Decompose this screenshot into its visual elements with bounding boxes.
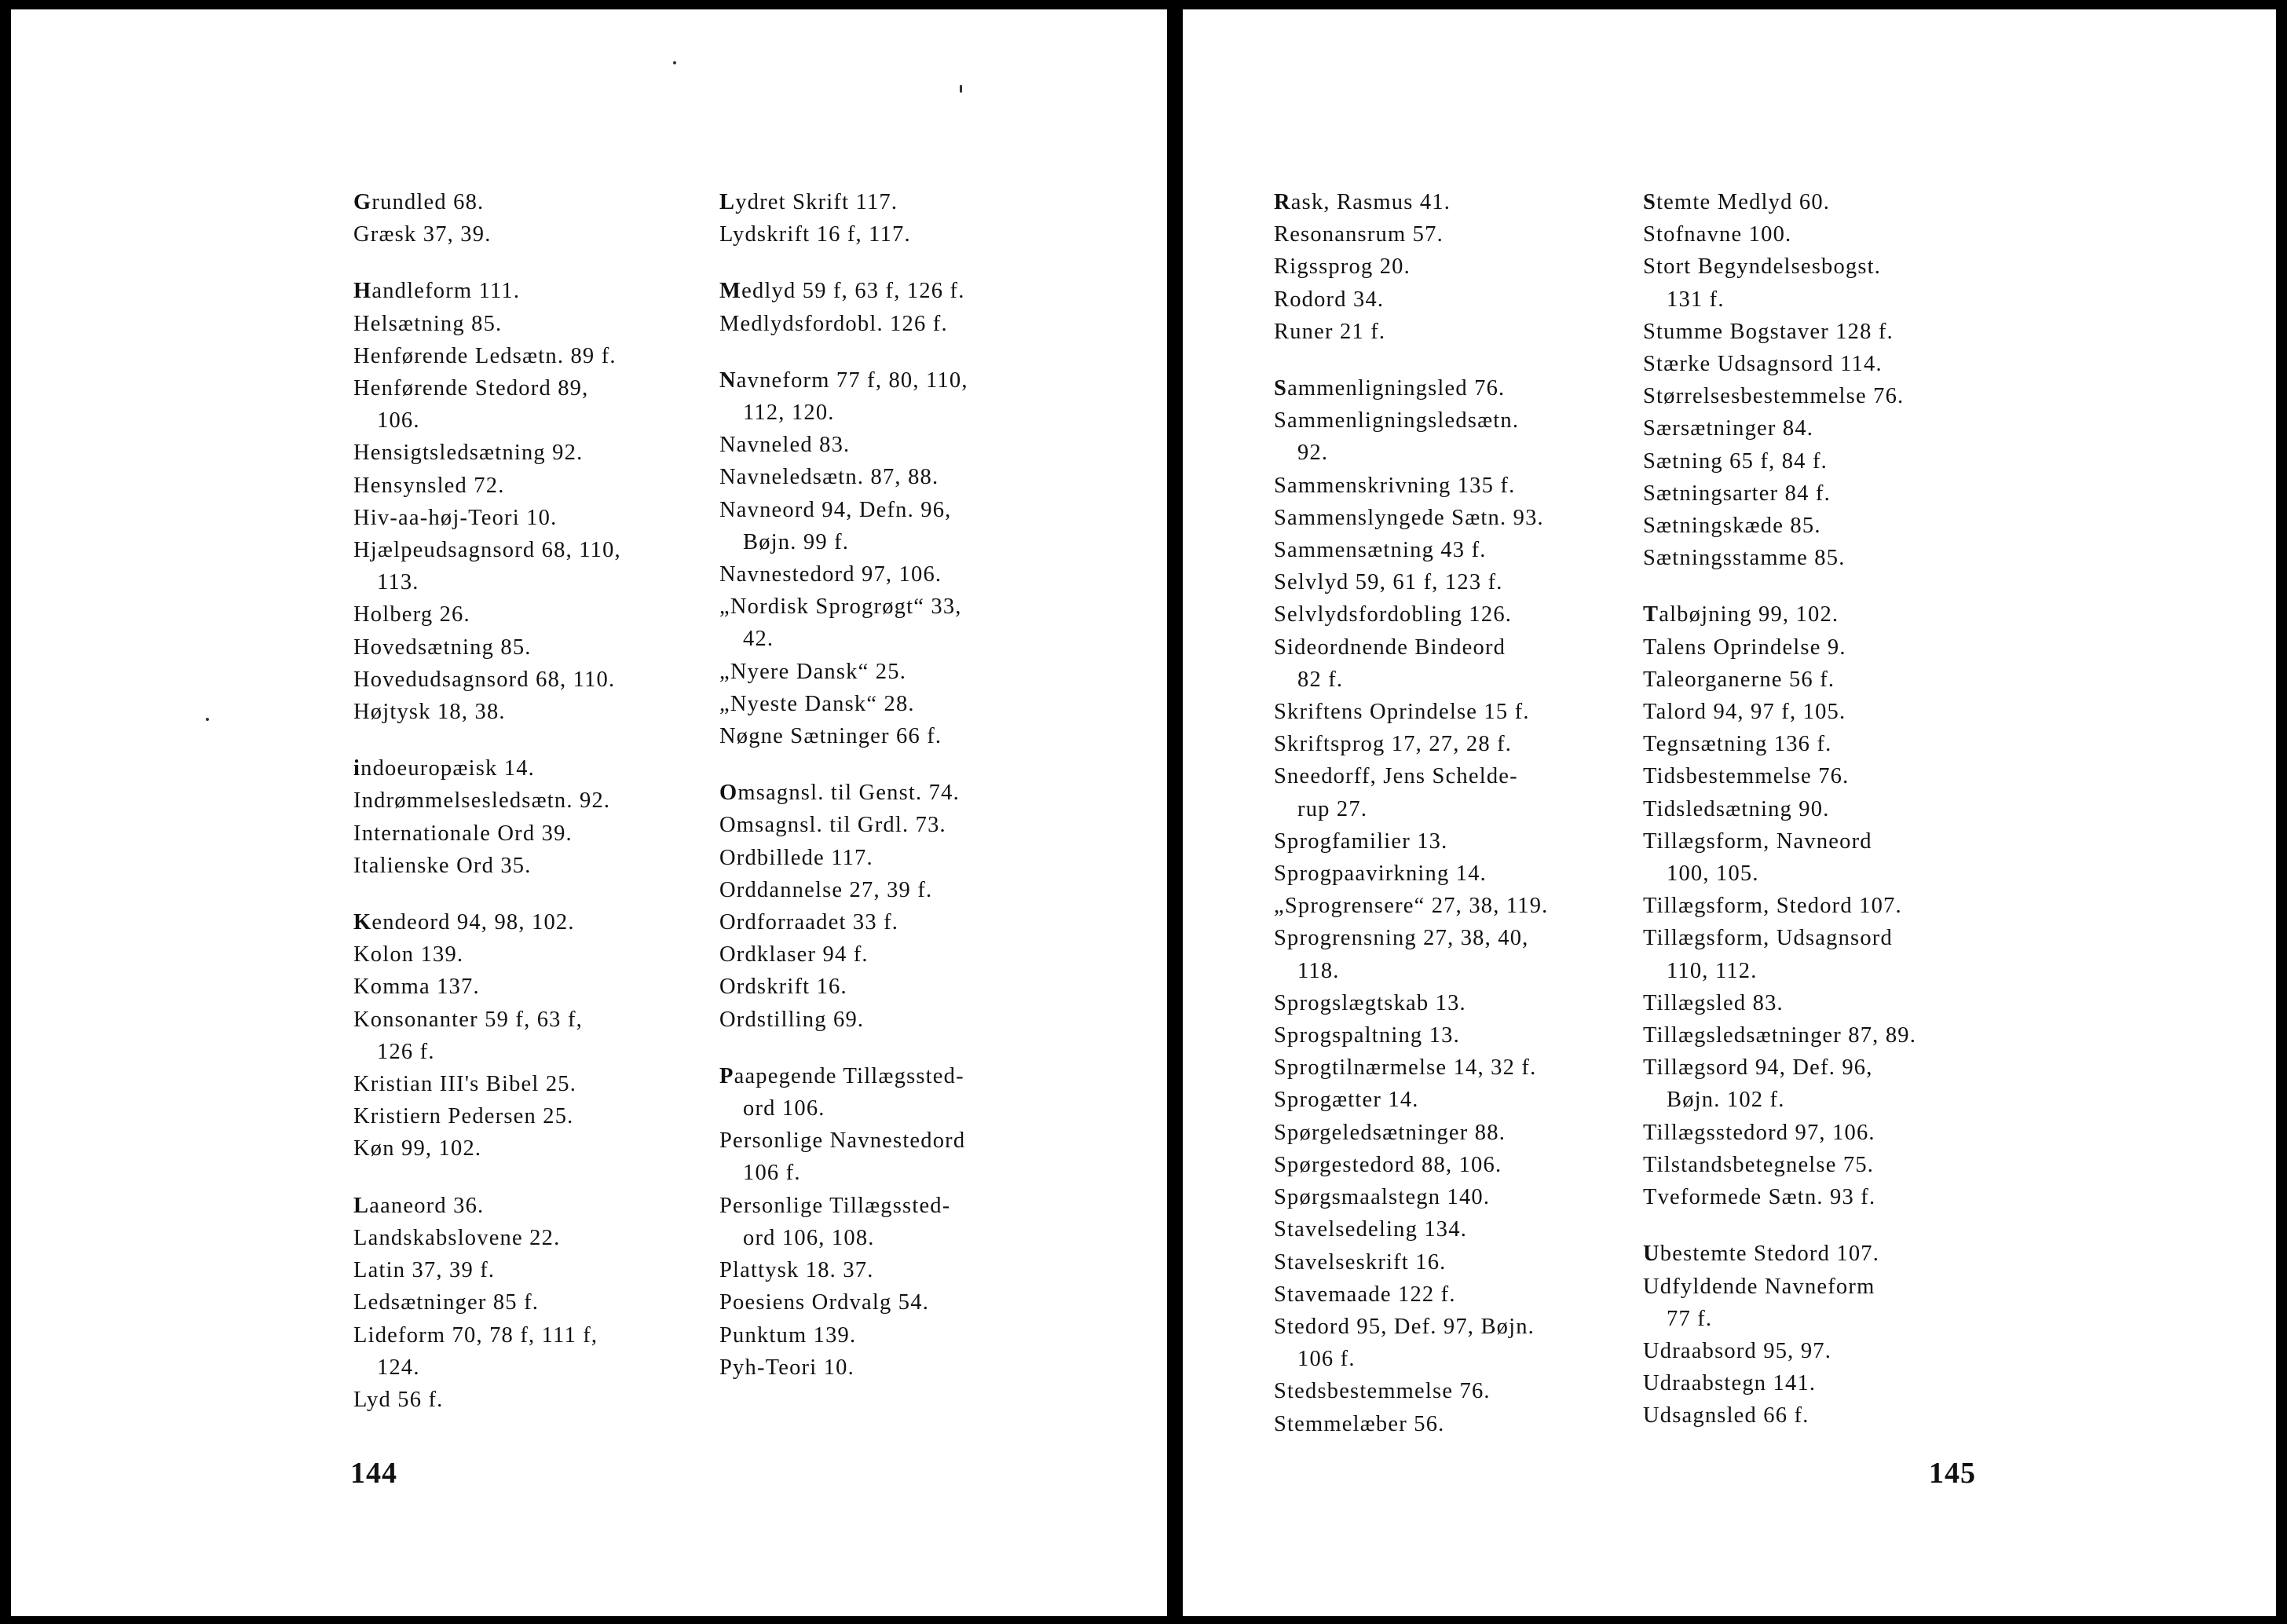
index-entry: Stedord 95, Def. 97, Bøjn. — [1274, 1314, 1535, 1339]
index-entry: Omsagnsl. til Grdl. 73. — [719, 813, 946, 838]
entry-text: endeord 94, 98, 102. — [371, 910, 575, 935]
index-entry-continuation: 110, 112. — [1667, 958, 1758, 983]
index-entry: Plattysk 18. 37. — [719, 1258, 874, 1283]
index-entry: Italienske Ord 35. — [353, 853, 532, 878]
entry-text: albøjning 99, 102. — [1659, 602, 1839, 627]
index-entry: Ordbillede 117. — [719, 845, 873, 870]
entry-text: edlyd 59 f, 63 f, 126 f. — [741, 279, 965, 304]
index-entry: Orddannelse 27, 39 f. — [719, 877, 933, 902]
index-entry: Stavelsedeling 134. — [1274, 1217, 1468, 1242]
index-entry: Rigssprog 20. — [1274, 254, 1411, 280]
index-entry: Helsætning 85. — [353, 311, 503, 336]
initial-letter: P — [719, 1063, 734, 1088]
index-column — [1274, 186, 1635, 1440]
index-entry: Kolon 139. — [353, 942, 464, 967]
index-entry: Spørgestedord 88, 106. — [1274, 1152, 1502, 1177]
page-number: 145 — [1929, 1457, 1976, 1490]
index-entry — [353, 275, 699, 307]
index-entry: Ordskrift 16. — [719, 975, 847, 1000]
index-entry: Sneedorff, Jens Schelde- — [1274, 764, 1518, 789]
index-entry: Tveformede Sætn. 93 f. — [1643, 1185, 1876, 1210]
index-entry: Stavelseskrift 16. — [1274, 1249, 1447, 1275]
index-entry: Personlige Navnestedord — [719, 1128, 966, 1154]
index-entry: Kristian III's Bibel 25. — [353, 1072, 577, 1097]
index-entry-continuation: 100, 105. — [1667, 861, 1759, 887]
initial-letter: O — [719, 781, 738, 806]
index-entry: Ledsætninger 85 f. — [353, 1290, 540, 1315]
index-entry: Tilstandsbetegnelse 75. — [1643, 1152, 1875, 1177]
index-entry: Lideform 70, 78 f, 111 f, — [353, 1322, 598, 1348]
index-entry: „Nyere Dansk“ 25. — [719, 659, 907, 684]
index-entry: Sprogpaavirkning 14. — [1274, 861, 1487, 887]
index-entry: Holberg 26. — [353, 602, 470, 627]
index-entry: Stumme Bogstaver 128 f. — [1643, 319, 1894, 344]
index-entry: Stedsbestemmelse 76. — [1274, 1379, 1491, 1404]
index-entry: Nøgne Sætninger 66 f. — [719, 724, 942, 749]
initial-letter: S — [1643, 190, 1657, 214]
index-entry — [353, 752, 699, 785]
index-entry: Sammenskrivning 135 f. — [1274, 473, 1516, 498]
index-entry: Medlydsfordobl. 126 f. — [719, 311, 948, 336]
index-entry — [719, 364, 1065, 397]
index-entry: Pyh-Teori 10. — [719, 1355, 854, 1380]
index-entry: Sprogætter 14. — [1274, 1088, 1419, 1113]
index-entry — [353, 906, 699, 938]
index-entry-continuation: 112, 120. — [743, 401, 835, 426]
index-column — [719, 186, 1065, 1384]
entry-text: bestemte Stedord 107. — [1659, 1242, 1880, 1267]
index-entry-continuation: 124. — [377, 1355, 420, 1380]
entry-text: msagnsl. til Genst. 74. — [737, 781, 960, 806]
index-entry: Sætning 65 f, 84 f. — [1643, 448, 1828, 474]
initial-letter: T — [1643, 602, 1659, 627]
index-entry-continuation: 42. — [743, 627, 774, 652]
index-entry: Landskabslovene 22. — [353, 1225, 561, 1250]
index-entry-continuation: 106 f. — [743, 1161, 801, 1186]
initial-letter: G — [353, 190, 372, 214]
index-entry: Tillægsform, Udsagnsord — [1643, 926, 1893, 951]
index-entry: Ordforraadet 33 f. — [719, 910, 899, 935]
index-entry-continuation: 118. — [1297, 958, 1340, 983]
index-entry-continuation: rup 27. — [1297, 796, 1368, 821]
index-entry: Henførende Stedord 89, — [353, 376, 589, 401]
index-entry: Lyd 56 f. — [353, 1387, 444, 1412]
index-entry: Konsonanter 59 f, 63 f, — [353, 1007, 583, 1032]
index-entry: „Sprogrensere“ 27, 38, 119. — [1274, 894, 1549, 919]
index-entry: Latin 37, 39 f. — [353, 1258, 496, 1283]
index-entry-continuation: 92. — [1297, 441, 1329, 466]
initial-letter: L — [353, 1193, 370, 1218]
index-entry: Komma 137. — [353, 975, 480, 1000]
index-entry: Talord 94, 97 f, 105. — [1643, 700, 1846, 725]
index-entry: Tegnsætning 136 f. — [1643, 732, 1832, 757]
entry-text: temte Medlyd 60. — [1656, 190, 1831, 214]
entry-text: rundled 68. — [371, 190, 485, 214]
index-entry — [353, 1190, 699, 1222]
index-entry: Stærke Udsagnsord 114. — [1643, 352, 1883, 377]
index-entry: Ordstilling 69. — [719, 1007, 865, 1032]
index-entry — [353, 186, 699, 218]
index-entry: Runer 21 f. — [1274, 319, 1386, 344]
initial-letter: S — [1274, 376, 1288, 401]
index-entry-continuation: ord 106. — [743, 1096, 825, 1121]
index-entry: Lydskrift 16 f, 117. — [719, 222, 911, 247]
index-entry: „Nordisk Sprogrøgt“ 33, — [719, 594, 962, 620]
index-column — [353, 186, 699, 1416]
index-entry: Stavemaade 122 f. — [1274, 1282, 1456, 1307]
index-entry: Sprogfamilier 13. — [1274, 828, 1448, 854]
index-entry-continuation: 131 f. — [1667, 287, 1725, 312]
index-entry-continuation: Bøjn. 99 f. — [743, 529, 850, 554]
index-entry: Sprogrensning 27, 38, 40, — [1274, 926, 1529, 951]
initial-letter: R — [1274, 190, 1291, 214]
index-entry — [1643, 598, 2004, 631]
index-entry: Tillægsord 94, Def. 96, — [1643, 1055, 1873, 1081]
index-entry: Ordklaser 94 f. — [719, 942, 869, 967]
index-entry: Hjælpeudsagnsord 68, 110, — [353, 538, 621, 563]
index-entry: Sammenslyngede Sætn. 93. — [1274, 505, 1544, 530]
index-entry: Tillægsled 83. — [1643, 990, 1784, 1015]
index-entry: Hensynsled 72. — [353, 473, 505, 498]
index-entry: Tillægsform, Stedord 107. — [1643, 894, 1902, 919]
index-entry: Navneledsætn. 87, 88. — [719, 465, 939, 490]
index-entry: Stofnavne 100. — [1643, 222, 1792, 247]
index-entry: Tidsbestemmelse 76. — [1643, 764, 1850, 789]
initial-letter: i — [353, 756, 361, 781]
index-column — [1643, 186, 2004, 1432]
entry-text: avneform 77 f, 80, 110, — [736, 368, 968, 393]
index-entry-continuation: 77 f. — [1667, 1306, 1713, 1331]
index-entry: Navneord 94, Defn. 96, — [719, 497, 952, 522]
index-entry: Udfyldende Navneform — [1643, 1274, 1875, 1299]
index-entry-continuation: 106 f. — [1297, 1347, 1356, 1372]
page-number: 144 — [350, 1457, 397, 1490]
index-entry: Spørgsmaalstegn 140. — [1274, 1185, 1491, 1210]
index-entry: Internationale Ord 39. — [353, 821, 573, 846]
index-entry: Højtysk 18, 38. — [353, 700, 506, 725]
index-entry: Navneled 83. — [719, 433, 851, 458]
index-entry: Spørgeledsætninger 88. — [1274, 1120, 1506, 1145]
right-page — [1183, 9, 2276, 1616]
index-entry: Sætningskæde 85. — [1643, 514, 1821, 539]
left-page — [11, 9, 1167, 1616]
index-entry-continuation: Bøjn. 102 f. — [1667, 1088, 1785, 1113]
index-entry: Hiv-aa-høj-Teori 10. — [353, 505, 558, 530]
index-entry — [719, 1060, 1065, 1092]
index-entry: Selvlyd 59, 61 f, 123 f. — [1274, 570, 1503, 595]
index-entry: Sideordnende Bindeord — [1274, 635, 1506, 660]
index-entry-continuation: 106. — [377, 408, 420, 433]
index-entry: Tillægsstedord 97, 106. — [1643, 1120, 1875, 1145]
entry-text: aapegende Tillægssted- — [734, 1063, 964, 1088]
index-entry: Særsætninger 84. — [1643, 416, 1814, 441]
index-entry: Stemmelæber 56. — [1274, 1411, 1445, 1436]
index-entry: Resonansrum 57. — [1274, 222, 1444, 247]
index-entry: Udraabstegn 141. — [1643, 1371, 1817, 1396]
index-entry — [719, 777, 1065, 809]
index-entry: Skriftsprog 17, 27, 28 f. — [1274, 732, 1513, 757]
initial-letter: N — [719, 368, 737, 393]
index-entry: Tillægsledsætninger 87, 89. — [1643, 1023, 1917, 1048]
index-entry-continuation: 113. — [377, 570, 419, 595]
entry-text: ammenligningsled 76. — [1287, 376, 1506, 401]
entry-text: ndoeuropæisk 14. — [360, 756, 535, 781]
index-entry: Udsagnsled 66 f. — [1643, 1403, 1809, 1428]
entry-text: andleform 111. — [371, 279, 521, 304]
index-entry: Sprogspaltning 13. — [1274, 1023, 1460, 1048]
index-entry: Indrømmelsesledsætn. 92. — [353, 788, 611, 814]
index-entry: Talens Oprindelse 9. — [1643, 635, 1846, 660]
index-entry: Navnestedord 97, 106. — [719, 562, 942, 587]
index-entry: Udraabsord 95, 97. — [1643, 1338, 1832, 1363]
index-entry: „Nyeste Dansk“ 28. — [719, 691, 915, 716]
index-entry — [1643, 186, 2004, 218]
index-entry-continuation: 82 f. — [1297, 667, 1344, 692]
index-entry: Størrelsesbestemmelse 76. — [1643, 384, 1905, 409]
index-entry: Hensigtsledsætning 92. — [353, 441, 584, 466]
index-entry: Poesiens Ordvalg 54. — [719, 1290, 930, 1315]
index-entry — [1274, 372, 1635, 404]
index-entry: Skriftens Oprindelse 15 f. — [1274, 700, 1530, 725]
index-entry — [1643, 1238, 2004, 1270]
initial-letter: L — [719, 190, 736, 214]
index-entry: Henførende Ledsætn. 89 f. — [353, 343, 617, 368]
index-entry: Kristiern Pedersen 25. — [353, 1104, 574, 1129]
scan-speck — [206, 718, 209, 721]
initial-letter: U — [1643, 1242, 1660, 1267]
index-entry: Sammensætning 43 f. — [1274, 538, 1487, 563]
scan-speck — [960, 85, 962, 93]
index-entry — [719, 275, 1065, 307]
index-entry: Sætningsstamme 85. — [1643, 546, 1846, 571]
index-entry-continuation: 126 f. — [377, 1039, 435, 1064]
entry-text: aaneord 36. — [369, 1193, 485, 1218]
index-entry: Rodord 34. — [1274, 287, 1385, 312]
index-entry: Sprogslægtskab 13. — [1274, 990, 1466, 1015]
initial-letter: H — [353, 279, 372, 304]
index-entry-continuation: ord 106, 108. — [743, 1225, 875, 1250]
index-entry: Sætningsarter 84 f. — [1643, 481, 1831, 506]
index-entry: Sprogtilnærmelse 14, 32 f. — [1274, 1055, 1537, 1081]
index-entry: Selvlydsfordobling 126. — [1274, 602, 1513, 627]
index-entry: Tillægsform, Navneord — [1643, 828, 1872, 854]
index-entry: Personlige Tillægssted- — [719, 1193, 951, 1218]
index-entry: Sammenligningsledsætn. — [1274, 408, 1520, 433]
index-entry: Taleorganerne 56 f. — [1643, 667, 1835, 692]
index-entry: Tidsledsætning 90. — [1643, 796, 1830, 821]
scan-speck — [673, 61, 676, 64]
initial-letter: M — [719, 279, 742, 304]
index-entry: Græsk 37, 39. — [353, 222, 492, 247]
index-entry: Hovedudsagnsord 68, 110. — [353, 667, 616, 692]
index-entry: Punktum 139. — [719, 1322, 857, 1348]
initial-letter: K — [353, 910, 372, 935]
index-entry — [719, 186, 1065, 218]
index-entry: Køn 99, 102. — [353, 1136, 482, 1161]
index-entry: Stort Begyndelsesbogst. — [1643, 254, 1882, 280]
index-entry: Hovedsætning 85. — [353, 635, 532, 660]
index-entry — [1274, 186, 1635, 218]
entry-text: ask, Rasmus 41. — [1290, 190, 1451, 214]
entry-text: ydret Skrift 117. — [735, 190, 898, 214]
